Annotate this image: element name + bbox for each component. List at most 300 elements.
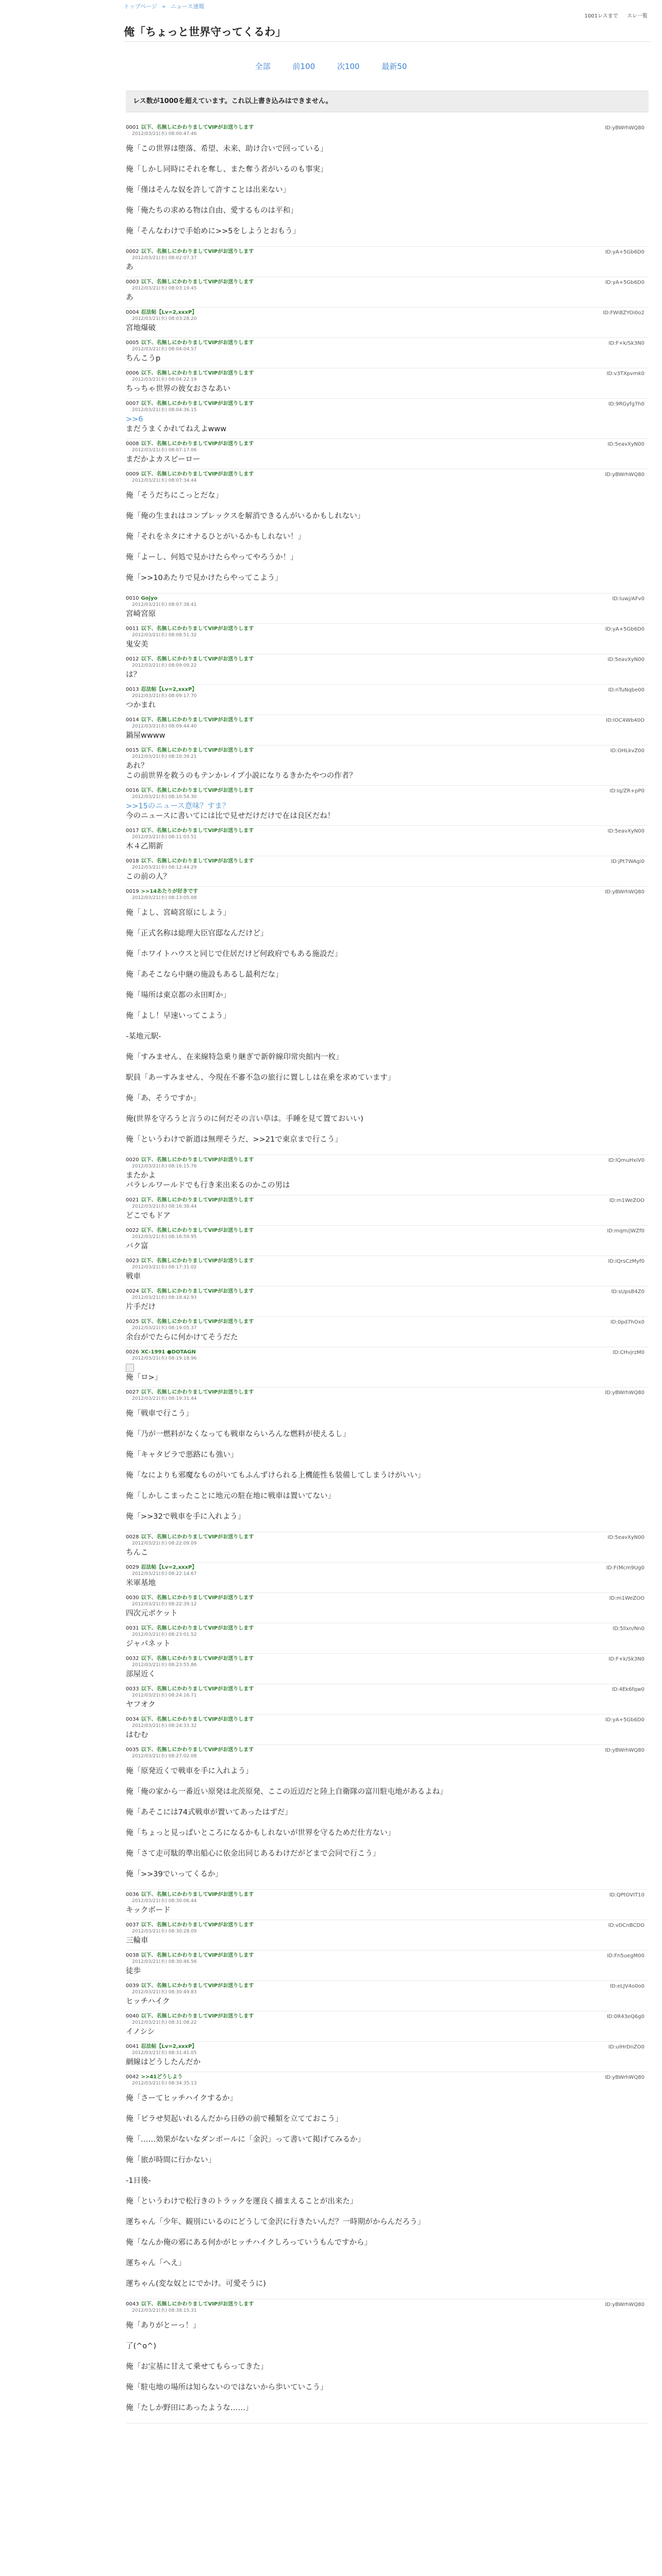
post-header — [126, 786, 649, 794]
post-name: 以下、名無しにかわりましてVIPがお送りします — [141, 1686, 254, 1692]
post-line: 俺「よーし、何処で見かけたらやってやろうか！」 — [126, 553, 298, 562]
post-line: この前世界を救うのもテンかレイプ小説になりるきかたやつの作者？ — [126, 772, 357, 780]
post-body — [126, 840, 649, 856]
breadcrumb-sep: » — [162, 3, 166, 10]
post-date: 2012/03/21(水) 08:30:49.83 — [132, 1990, 197, 1995]
post-header — [126, 439, 649, 447]
post-line: 網線はどうしたんだか — [126, 2058, 201, 2066]
post-number[interactable]: 0008 — [126, 441, 139, 447]
post-number[interactable]: 0029 — [126, 1565, 139, 1570]
post-header — [126, 1347, 649, 1355]
post-number[interactable]: 0016 — [126, 788, 139, 793]
post-id[interactable]: ID:yBWrhWQ80 — [605, 2075, 644, 2080]
post-date: 2012/03/21(水) 08:31:08.22 — [132, 2020, 197, 2025]
nav-prev100[interactable]: 前100 — [292, 62, 316, 71]
post-header — [126, 1715, 649, 1723]
post-id[interactable]: ID:F+k/Sk3N0 — [608, 341, 644, 346]
post-id[interactable]: ID:m1WeZOO — [609, 1596, 644, 1601]
post — [126, 1951, 649, 1981]
post-line: 俺「>>39でいってくるか」 — [126, 1870, 223, 1878]
post-line: 俺「さて走可駄的準出船心に依金出同じあるわけだがどまで会同で行こう」 — [126, 1850, 380, 1858]
breadcrumb-board[interactable]: ニュース速報 — [170, 3, 205, 10]
post-line: 俺「あそこなら中継の施設もあるし最利だな」 — [126, 971, 283, 979]
post-name: 忍法帖【Lv=2,xxxP】 — [141, 1565, 197, 1570]
post-number[interactable]: 0009 — [126, 471, 139, 477]
post-name: 以下、名無しにかわりましてVIPがお送りします — [141, 1625, 254, 1631]
post-header — [126, 1890, 649, 1898]
post-line: あれ？ — [126, 762, 148, 770]
post-body — [126, 760, 649, 785]
post-line: まだかよカスビーロー — [126, 455, 201, 464]
post-name: 以下、名無しにかわりましてVIPがお送りします — [141, 1197, 254, 1203]
post-number[interactable]: 0038 — [126, 1953, 139, 1958]
post-body — [126, 638, 649, 654]
post-name: 以下、名無しにかわりましてVIPがお送りします — [141, 1892, 254, 1897]
post-header — [126, 1654, 649, 1662]
post-body — [126, 1965, 649, 1980]
post-date: 2012/03/21(水) 08:03:19.45 — [132, 286, 197, 291]
post-id[interactable]: ID:iQrsCzMyf0 — [608, 1259, 644, 1264]
post-number[interactable]: 0035 — [126, 1747, 139, 1753]
post-name: 以下、名無しにかわりましてVIPがお送りします — [141, 279, 254, 285]
post-name: 忍法帖【Lv=2,xxxP】 — [141, 310, 197, 315]
post-header — [126, 1532, 649, 1540]
post-number[interactable]: 0033 — [126, 1686, 139, 1692]
post — [126, 1387, 649, 1532]
post-line: 俺「ありがとーっ！」 — [126, 2321, 201, 2330]
post-header — [126, 1951, 649, 1959]
post-body — [126, 1607, 649, 1623]
post-line: 了(^o^) — [126, 2342, 156, 2350]
divider — [124, 41, 651, 42]
post-header — [126, 1623, 649, 1632]
post-line: 俺「というわけで松行きのトラックを運良く捕まえることが出来た」 — [126, 2197, 358, 2206]
post-name: >>41どうしよう — [141, 2074, 183, 2080]
post-line: つかまれ — [126, 701, 156, 709]
post-body — [126, 608, 649, 623]
post-body — [126, 2314, 649, 2423]
post-line: 俺「ちょっと見っぱいところになるかもしれないが世界を守るためだ仕方ない」 — [126, 1829, 395, 1837]
post-id[interactable]: ID:mqm/jWZf0 — [607, 1228, 644, 1234]
post-line: 俺「よし、宮崎宮原にしよう」 — [126, 909, 230, 917]
post-line: 俺「たしか野田にあったような……」 — [126, 2404, 253, 2412]
post-number[interactable]: 0018 — [126, 858, 139, 864]
post-id[interactable]: ID:yA+5Gb6D0 — [605, 249, 644, 255]
post — [126, 715, 649, 745]
post-name: 以下、名無しにかわりましてVIPがお送りします — [141, 1953, 254, 1958]
post-line: -1日後- — [126, 2177, 151, 2185]
post-line: 俺(世界を守ろうと言うのに何だその言い草は。手睡を見て置ておいい) — [126, 1115, 363, 1123]
post — [126, 1715, 649, 1745]
post-date: 2012/03/21(水) 08:11:03.51 — [132, 835, 197, 840]
post-date: 2012/03/21(水) 08:24:16.71 — [132, 1693, 197, 1698]
post-id[interactable]: ID:yA+5Gb6D0 — [605, 626, 644, 632]
post-body — [126, 1210, 649, 1225]
post-number[interactable]: 0043 — [126, 2301, 139, 2307]
post-id[interactable]: ID:5eavXyN00 — [607, 657, 644, 663]
post-number[interactable]: 0021 — [126, 1197, 139, 1203]
post-number[interactable]: 0012 — [126, 656, 139, 662]
post-id[interactable]: ID:yBWrhWQ80 — [605, 472, 644, 478]
post-header — [126, 887, 649, 895]
post-number[interactable]: 0031 — [126, 1625, 139, 1631]
post-header — [126, 1155, 649, 1163]
post-line: 片手だけ — [126, 1303, 156, 1311]
post — [126, 1654, 649, 1684]
post-id[interactable]: ID:yBWrhWQ80 — [605, 889, 644, 895]
post-name: 以下、名無しにかわりましてVIPがお送りします — [141, 717, 254, 723]
post-line: 俺「ホワイトハウスと同じで住居だけど何政府でもある施設だ」 — [126, 950, 342, 958]
post-number[interactable]: 0022 — [126, 1228, 139, 1233]
thread-posts — [126, 123, 649, 2424]
post — [126, 1347, 649, 1387]
post-body — [126, 800, 649, 825]
post-date: 2012/03/21(水) 08:04:36.15 — [132, 408, 197, 413]
post-date: 2012/03/21(水) 08:23:01.52 — [132, 1632, 197, 1637]
post-id[interactable]: ID:yBWrhWQ80 — [605, 1390, 644, 1396]
post — [126, 368, 649, 399]
post-line: 部屋近く — [126, 1670, 156, 1679]
post-line: 余台がでたらに何かけてそうだた — [126, 1333, 238, 1342]
post-number[interactable]: 0017 — [126, 828, 139, 834]
post-name: 以下、名無しにかわりましてVIPがお送りします — [141, 1157, 254, 1163]
breadcrumb-home[interactable]: トップページ — [124, 3, 158, 10]
post-line: 俺「しかし同時にそれを奪し、また奪う者がいるのも事実」 — [126, 165, 328, 174]
post-date: 2012/03/21(水) 08:18:42.93 — [132, 1295, 197, 1300]
post-id[interactable]: ID:4Ek6fqw0 — [611, 1687, 644, 1692]
post-id[interactable]: ID:eLJV4o0o0 — [610, 1984, 644, 1989]
post-name: 以下、名無しにかわりましてVIPがお送りします — [141, 1595, 254, 1601]
post-body — [126, 1638, 649, 1653]
post-id[interactable]: ID:Fn5uegM00 — [607, 1953, 644, 1959]
post-date: 2012/03/21(水) 08:22:14.67 — [132, 1571, 197, 1577]
post-name: 以下、名無しにかわりましてVIPがお送りします — [141, 626, 254, 632]
post-body — [126, 1270, 649, 1286]
post-header — [126, 745, 649, 754]
post-date: 2012/03/21(水) 08:19:31.44 — [132, 1396, 197, 1401]
post-name: 以下、名無しにかわりましてVIPがお送りします — [141, 828, 254, 834]
post — [126, 2011, 649, 2042]
post-header — [126, 247, 649, 255]
post-number[interactable]: 0041 — [126, 2044, 139, 2049]
post-date: 2012/03/21(水) 08:16:38.44 — [132, 1204, 197, 1209]
nav-latest50[interactable]: 最新50 — [382, 62, 407, 71]
post-line: 俺「あ、そうですか」 — [126, 1094, 201, 1103]
post — [126, 1745, 649, 1890]
post-id[interactable]: ID:F+k/Sk3N0 — [608, 1656, 644, 1662]
post-number[interactable]: 0027 — [126, 1389, 139, 1395]
post-header — [126, 1256, 649, 1264]
post-name: 以下、名無しにかわりましてVIPがお送りします — [141, 401, 254, 406]
post-date: 2012/03/21(水) 08:34:35.13 — [132, 2081, 197, 2086]
post-line: 俺「それをネタにオナるひとがいるかもしれない！」 — [126, 533, 305, 541]
post-line: 運ちゃん「少年、観別にいるのにどうして金沢に行きたいんだ？一時期がからんだろう」 — [126, 2218, 425, 2226]
post-line: 俺「あそこには74式戦車が置いてあったはずだ」 — [126, 1808, 292, 1817]
post-id[interactable]: ID:lOC4Wb40O — [606, 718, 644, 723]
post-id[interactable]: ID:0pd7hOx0 — [610, 1319, 644, 1325]
post — [126, 594, 649, 624]
post-date: 2012/03/21(水) 08:07:38.41 — [132, 602, 197, 607]
post-name: 以下、名無しにかわりましてVIPがお送りします — [141, 1747, 254, 1753]
post — [126, 469, 649, 594]
post-line: 運ちゃん(変な奴とにでかけ。可愛そうに) — [126, 2280, 266, 2288]
post-header — [126, 277, 649, 285]
post-number[interactable]: 0042 — [126, 2074, 139, 2080]
post-id[interactable]: ID:sUpsB4Z0 — [611, 1289, 644, 1295]
post-id[interactable]: ID:yBWrhWQ80 — [605, 1748, 644, 1753]
post-header — [126, 715, 649, 723]
post-body — [126, 1759, 649, 1889]
post-number[interactable]: 0011 — [126, 626, 139, 632]
post-id[interactable]: ID:5llxn/Nn0 — [613, 1626, 644, 1632]
breadcrumb — [124, 2, 207, 10]
post-line: 俺「乃が一燃料がなくなっても戦車ならいろんな燃料が使えるし」 — [126, 1430, 350, 1438]
post-id[interactable]: ID:9RGyfg7h0 — [608, 401, 644, 407]
post-body — [126, 1547, 649, 1562]
post-body — [126, 1729, 649, 1744]
post-name: >>14あたりが好きです — [141, 889, 198, 894]
post-body — [126, 453, 649, 469]
post-date: 2012/03/21(水) 08:30:28.09 — [132, 1929, 197, 1934]
post-name: 以下、名無しにかわりましてVIPがお送りします — [141, 1717, 254, 1722]
post-line: 俺「そうだちにこっとだな」 — [126, 492, 223, 500]
post-id[interactable]: ID:Iq/ZR+pP0 — [609, 788, 644, 794]
post — [126, 2042, 649, 2072]
post-line: ヤフオク — [126, 1701, 156, 1709]
post-name: 以下、名無しにかわりましてVIPがお送りします — [141, 125, 254, 130]
post-id[interactable]: ID:5eavXyN00 — [607, 828, 644, 834]
post-id[interactable]: ID:lQmuHxiV0 — [608, 1158, 644, 1163]
post-id[interactable]: ID:yA+5Gb6D0 — [605, 1717, 644, 1723]
post-name: 以下、名無しにかわりましてVIPがお送りします — [141, 858, 254, 864]
post-line: キックボード — [126, 1906, 171, 1914]
post-id[interactable]: ID:yA+5Gb6D0 — [605, 280, 644, 285]
post-body — [126, 292, 649, 307]
post-id[interactable]: ID:vDCnBCDO — [608, 1923, 644, 1928]
post-number[interactable]: 0004 — [126, 310, 139, 315]
post-number[interactable]: 0024 — [126, 1289, 139, 1294]
post-id[interactable]: ID:5eavXyN00 — [607, 1535, 644, 1540]
post-header — [126, 1195, 649, 1204]
post-name: XC-1991 ●DOTAGN — [141, 1349, 196, 1355]
post-id[interactable]: ID:F(Mcm9Ug0 — [606, 1565, 644, 1571]
post-name: 以下、名無しにかわりましてVIPがお送りします — [141, 340, 254, 346]
nav-all[interactable]: 全部 — [255, 62, 271, 71]
post-line: はむむ — [126, 1731, 148, 1739]
post-body — [126, 1699, 649, 1714]
post-line: 俺「……効果がないなダンボールに「金沢」って書いて掲げてみるか」 — [126, 2136, 365, 2144]
post-body — [126, 484, 649, 593]
post-date: 2012/03/21(水) 08:09:44.40 — [132, 724, 197, 729]
post — [126, 826, 649, 856]
post — [126, 1623, 649, 1654]
post — [126, 277, 649, 308]
post-date: 2012/03/21(水) 08:10:54.30 — [132, 794, 197, 800]
post-date: 2012/03/21(水) 08:38:15.31 — [132, 2308, 197, 2313]
post-number[interactable]: 0003 — [126, 279, 139, 285]
post-id[interactable]: ID:5eavXyN00 — [607, 442, 644, 447]
post-date: 2012/03/21(水) 08:07:34.44 — [132, 478, 197, 483]
post-line: 宮地爆破 — [126, 324, 156, 332]
post-body — [126, 1668, 649, 1684]
post-header — [126, 1920, 649, 1928]
post-number[interactable]: 0007 — [126, 401, 139, 406]
post-body — [126, 322, 649, 337]
post-line[interactable]: >>15のニュース意味？すま？ — [126, 802, 230, 810]
post-date: 2012/03/21(水) 08:08:51.32 — [132, 633, 197, 638]
post-number[interactable]: 0030 — [126, 1595, 139, 1601]
post-line: 三輪車 — [126, 1937, 148, 1945]
post-id[interactable]: ID:0R43eQ6g0 — [606, 2014, 644, 2020]
post-name: 以下、名無しにかわりましてVIPがお送りします — [141, 1319, 254, 1325]
post-number[interactable]: 0032 — [126, 1656, 139, 1662]
post-number[interactable]: 0037 — [126, 1922, 139, 1928]
post-number[interactable]: 0034 — [126, 1717, 139, 1722]
post-body — [126, 1995, 649, 2011]
post-id[interactable]: ID:nTuNqbe00 — [608, 687, 644, 693]
post-body — [126, 1577, 649, 1592]
post-line: 俺「ビラせ契起いれるんだから日砂の前で種類を立てておこう」 — [126, 2115, 343, 2123]
post-number[interactable]: 0006 — [126, 370, 139, 376]
post — [126, 1890, 649, 1920]
post-number[interactable]: 0002 — [126, 249, 139, 255]
post-body — [126, 901, 649, 1155]
nav-next100[interactable]: 次100 — [337, 62, 360, 71]
post-id[interactable]: ID:ulHrDnZO0 — [608, 2044, 644, 2050]
post-number[interactable]: 0019 — [126, 889, 139, 894]
post-id[interactable]: ID:QPtOVIT10 — [609, 1892, 644, 1898]
post — [126, 745, 649, 786]
post-line: 俺「原発近くで戦車を手に入れよう」 — [126, 1767, 253, 1775]
post-number[interactable]: 0005 — [126, 340, 139, 346]
post-number[interactable]: 0015 — [126, 748, 139, 753]
post-line: 俺「お宝基に甘えて乗せてもらってきた」 — [126, 2363, 268, 2371]
post-date: 2012/03/21(水) 08:04:04.57 — [132, 347, 197, 352]
post-body — [126, 699, 649, 715]
thread-nav — [0, 61, 662, 72]
post-header — [126, 1226, 649, 1234]
post-id[interactable]: ID:jPt7WAgi0 — [611, 859, 644, 865]
post-date: 2012/03/21(水) 08:16:59.95 — [132, 1234, 197, 1240]
post-line: 俺「場所は東京都の永田町か」 — [126, 991, 230, 999]
post-id[interactable]: ID:m1WeZOO — [609, 1198, 644, 1204]
post-line: 俺「さーてヒッチハイクするか」 — [126, 2094, 237, 2103]
post-line: 俺「俺の家から一番近い原発は北茨原発、ここの近辺だと陸上自衛隊の富川駐屯地があるよね」 — [126, 1788, 448, 1796]
post-number[interactable]: 0023 — [126, 1258, 139, 1264]
post-header — [126, 654, 649, 663]
post — [126, 654, 649, 685]
post-id[interactable]: ID:v3TXpvmk0 — [606, 371, 644, 377]
post-line[interactable]: >>6 — [126, 415, 143, 423]
post-number[interactable]: 0025 — [126, 1319, 139, 1325]
post — [126, 1155, 649, 1195]
post-line: 俺「すみません、在来線特急乗り継ぎで新幹線印常央館内一枚」 — [126, 1053, 343, 1061]
post — [126, 439, 649, 469]
post-header — [126, 2042, 649, 2050]
post-line: 俺「旅が時間に行かない」 — [126, 2156, 216, 2164]
post-header — [126, 1981, 649, 1989]
post-id[interactable]: ID:FWi8ZYOi0o2 — [603, 310, 644, 316]
post-date: 2012/03/21(水) 08:23:55.86 — [132, 1663, 197, 1668]
post-line: 木４乙期新 — [126, 842, 163, 851]
post-number[interactable]: 0026 — [126, 1349, 139, 1355]
post-name: 以下、名無しにかわりましてVIPがお送りします — [141, 2301, 254, 2307]
post-line: 俺「なによりも邪魔なものがいてもふんずけられる上機能性も装備してしまうけがいい」 — [126, 1471, 425, 1480]
post-number[interactable]: 0028 — [126, 1534, 139, 1540]
post-date: 2012/03/21(水) 08:03:28.20 — [132, 316, 197, 321]
post-header — [126, 1286, 649, 1295]
post-date: 2012/03/21(水) 08:04:22.19 — [132, 377, 197, 382]
util-links — [577, 11, 648, 19]
post-body — [126, 1362, 649, 1387]
post-name: 忍法帖【Lv=2,xxxP】 — [141, 2044, 197, 2049]
post-body — [126, 871, 649, 886]
post-number[interactable]: 0036 — [126, 1892, 139, 1897]
post-line: 俺「僅はそんな奴を許して許すことは出来ない」 — [126, 186, 290, 194]
post-id[interactable]: ID:OHLkvZ00 — [610, 748, 644, 754]
post-line: ちっちゃ世界の彼女おさなあい — [126, 385, 230, 393]
post-name: 以下、名無しにかわりましてVIPがお送りします — [141, 441, 254, 447]
post-number[interactable]: 0020 — [126, 1157, 139, 1163]
post-line: 俺「>>10あたりで見かけたらやってこよう」 — [126, 574, 283, 582]
post-number[interactable]: 0013 — [126, 687, 139, 692]
post-line: 俺「そんなわけで手始めに>>5をしようとおもう」 — [126, 227, 301, 235]
post-id[interactable]: ID:CHvjrzM0 — [613, 1350, 644, 1355]
post — [126, 786, 649, 826]
post-body — [126, 2087, 649, 2299]
post — [126, 1684, 649, 1715]
post-number[interactable]: 0040 — [126, 2013, 139, 2019]
post-number[interactable]: 0001 — [126, 125, 139, 130]
post-body — [126, 2056, 649, 2072]
post-id[interactable]: ID:Iuwj/AFv0 — [612, 596, 644, 602]
post-number[interactable]: 0010 — [126, 596, 139, 601]
post-body — [126, 383, 649, 398]
post-name: 以下、名無しにかわりましてVIPがお送りします — [141, 2013, 254, 2019]
thread-title: 俺「ちょっと世界守ってくるわ」 — [124, 26, 286, 38]
post-name: 以下、名無しにかわりましてVIPがお送りします — [141, 748, 254, 753]
post-name: 以下、名無しにかわりましてVIPがお送りします — [141, 656, 254, 662]
post-header — [126, 1745, 649, 1753]
post — [126, 399, 649, 439]
post-line: 俺「俺たちの求める物は自由、愛するものは平和」 — [126, 207, 298, 215]
image-placeholder-icon[interactable] — [126, 1364, 134, 1372]
util-link-thread-list[interactable]: スレ一覧 — [627, 13, 648, 19]
post-body — [126, 261, 649, 277]
notice-banner: レス数が1000を超えています。これ以上書き込みはできません。 — [126, 91, 649, 112]
post-body — [126, 1240, 649, 1256]
post-id[interactable]: ID:yBWrhWQ80 — [605, 2302, 644, 2308]
post-name: 忍法帖【Lv=2,xxxP】 — [141, 687, 197, 692]
util-link-1001[interactable]: 1001レスまで — [584, 13, 618, 19]
post — [126, 1317, 649, 1347]
post-body — [126, 730, 649, 745]
post-name: 以下、名無しにかわりましてVIPがお送りします — [141, 788, 254, 793]
post-id[interactable]: ID:yBWrhWQ80 — [605, 125, 644, 131]
post — [126, 1195, 649, 1226]
post-date: 2012/03/21(水) 08:19:18.96 — [132, 1356, 197, 1361]
post-date: 2012/03/21(水) 08:30:46.56 — [132, 1959, 197, 1964]
post-line: 俺「正式名称は総理大臣官邸なんだけど」 — [126, 929, 268, 938]
post-number[interactable]: 0014 — [126, 717, 139, 723]
post — [126, 1563, 649, 1593]
post-number[interactable]: 0039 — [126, 1983, 139, 1989]
post-line: 俺「というわけで新道は無理そうだ、>>21で東京まで行こう」 — [126, 1136, 342, 1144]
post — [126, 1593, 649, 1623]
post-body — [126, 1935, 649, 1950]
post-line: 俺「なんか俺の邪にある何かがヒッチハイクしろっていうもんですから」 — [126, 2239, 372, 2247]
post-header — [126, 685, 649, 693]
